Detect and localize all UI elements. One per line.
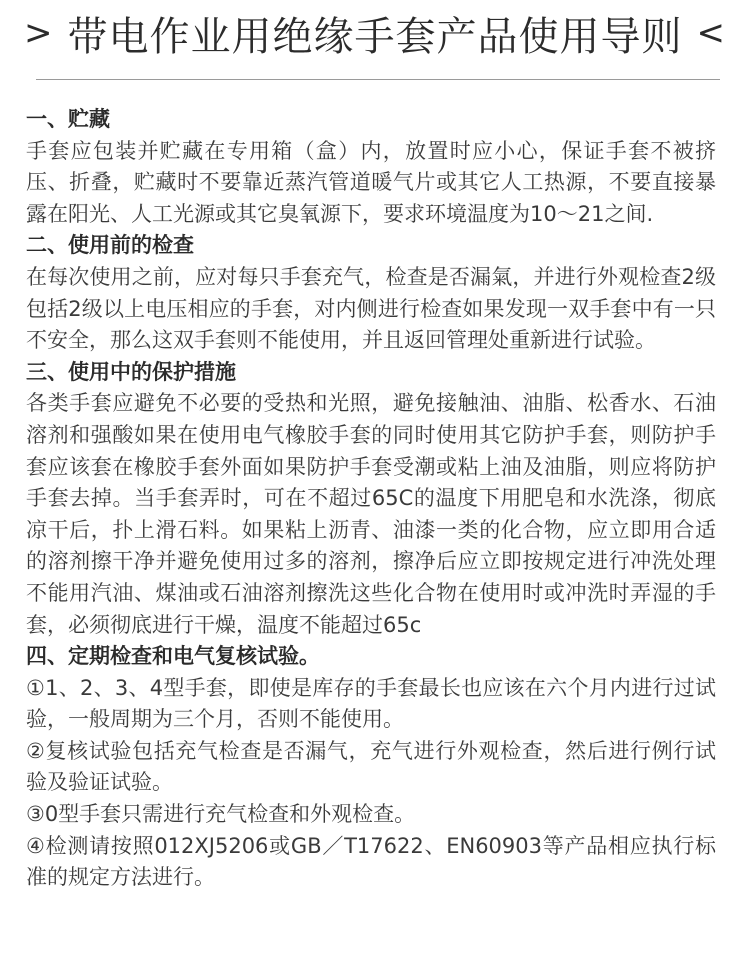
title-divider <box>36 79 720 80</box>
list-item: ②复核试验包括充气检查是否漏气，充气进行外观检查，然后进行例行试验及验证试验。 <box>26 738 716 795</box>
section-heading: 三、使用中的保护措施 <box>26 359 236 384</box>
section-paragraph: 手套应包装并贮藏在专用箱（盒）内，放置时应小心，保证手套不被挤压、折叠，贮藏时不要靠近蒸汽管道暖气片或其它人工热源，不要直接暴露在阳光、人工光源或其它臭氧源下，要求环境温度为10～21之间. <box>26 138 716 226</box>
section-heading: 一、贮藏 <box>26 107 110 131</box>
page-title: 带电作业用绝缘手套产品使用导则 <box>67 13 683 60</box>
section-periodic-inspection <box>26 641 716 894</box>
section-paragraph: 在每次使用之前，应对每只手套充气，检查是否漏氣，并进行外观检查2级包括2级以上电压相应的手套，对内侧进行检查如果发现一双手套中有一只不安全，那么这双手套则不能使用，并且返回管理处重新进行试验。 <box>26 264 716 353</box>
section-pre-use-inspection <box>26 230 716 356</box>
section-paragraph: 各类手套应避免不必要的受热和光照，避免接触油、油脂、松香水、石油溶剂和强酸如果在使用电气橡胶手套的同时使用其它防护手套，则防护手套应该套在橡胶手套外面如果防护手套受潮或粘上油及油脂，则应将防护手套去掉。当手套弄时，可在不超过65C的温度下用肥皂和水洗涤，彻底凉干后，扑上滑石料。如果粘上沥青、油漆一类的化合物，应立即用合适的溶剂擦干净并避免使用过多的溶剂，擦净后应立即按规定进行冲洗处理不能用汽油、煤油或石油溶剂擦洗这些化合物在使用时或冲洗时弄湿的手套，必须彻底进行干燥，温度不能超过65c <box>26 391 716 637</box>
right-chevron-mark: < <box>696 13 726 53</box>
list-item: ①1、2、3、4型手套，即使是库存的手套最长也应该在六个月内进行过试验，一般周期为三个月，否则不能使用。 <box>26 675 716 732</box>
section-heading: 四、定期检查和电气复核试验。 <box>26 644 320 669</box>
list-item: ③0型手套只需进行充气检查和外观检查。 <box>26 802 416 827</box>
page-title-bar <box>0 6 750 60</box>
document-body <box>26 104 716 894</box>
section-protection-measures <box>26 357 716 641</box>
list-item: ④检测请按照012XJ5206或GB／T17622、EN60903等产品相应执行标准的规定方法进行。 <box>26 833 716 890</box>
section-storage <box>26 104 716 230</box>
left-chevron-mark: > <box>24 13 54 53</box>
section-heading: 二、使用前的检查 <box>26 233 194 258</box>
